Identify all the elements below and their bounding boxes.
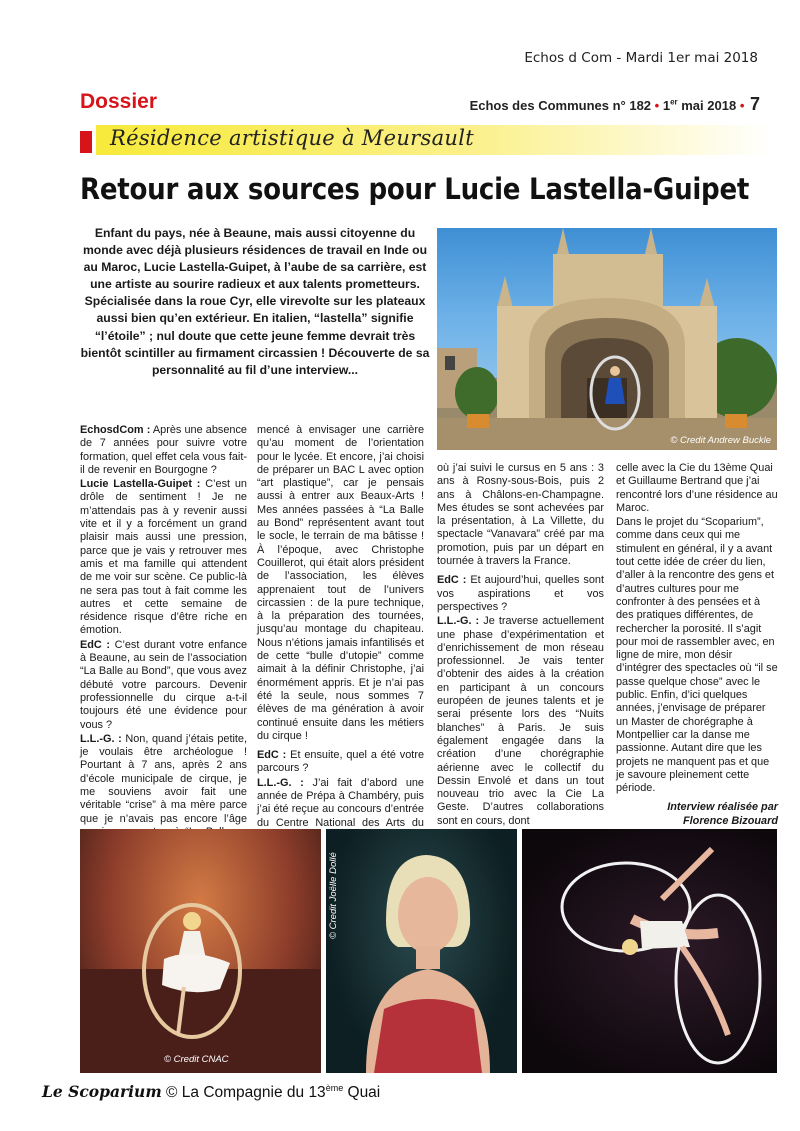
church-illustration: [437, 228, 777, 450]
footer-suffix: ème: [325, 1082, 344, 1093]
paragraph-text: J’ai fait d’abord une année de Prépa à Chambéry, puis j’ai été reçue au concours d’entrée du Centre National des Arts du: [257, 776, 424, 829]
paragraph-text: Je traverse actuellement une phase d’expérimentation et d’enrichissement de mon réseau professionnel. Je vais tenter d’obtenir des aides à la création en participant à un concours européen de jeunes talents et je serai présente lors des “Nuits blanches” à Paris. Je suis également engagée dans la création d’une chorégraphie aérienne avec le collectif du Dessin Envolé et dans un tout nouveau trio avec la Cie La Geste. D’autres collaborations sont en cours, dont: [437, 615, 604, 827]
column-4: [616, 462, 778, 828]
portrait-photo: [326, 829, 517, 1073]
issue-info: [470, 94, 760, 115]
speaker-label: Lucie Lastella-Guipet :: [80, 478, 201, 491]
speaker-label: L.L.-G. :: [257, 776, 304, 789]
paragraph: [80, 639, 247, 732]
speaker-label: L.L.-G. :: [437, 615, 480, 628]
cyr-wheel-photo: [80, 829, 321, 1073]
footer-end: Quai: [343, 1084, 381, 1101]
speaker-label: EdC :: [437, 574, 467, 587]
paragraph-text: Dans le projet du “Scoparium”, comme dans ceux qui me stimulent en général, il y a avant tout cette idée de créer du lien, d’aller à la rencontre des gens et d’autres cultures pour me confronter à des pensées et à des pratiques différentes, de rechercher la porosité. Il s’agit pour moi de rassembler avec, en ligne de mire, mon désir d’intégrer des spectacles où “il se passe quelque chose” avec le public. Enfin, d’ici quelques années, j’envisage de préparer un Master de chorégraphe à Montpellier car la danse me passionne. Autant dire que les projets ne manquent pas et que je savoure pleinement cette période.: [616, 516, 778, 795]
paragraph: [257, 424, 424, 743]
section-label: Dossier: [80, 90, 158, 113]
paragraph-text: Non, quand j’étais petite, je voulais être archéologue ! Pourtant à 7 ans, après 2 ans d’école municipale de cirque, je me souviens avoir fait une véritable “crise” à ma mère parce que je n’avais pas encore l’âge: [80, 732, 247, 825]
speaker-label: L.L.-G. :: [80, 732, 122, 745]
speaker-label: EdC :: [257, 749, 287, 762]
page-number: 7: [749, 94, 760, 114]
column-2: [257, 424, 424, 844]
paragraph-text: Et ensuite, quel a été votre parcours ?: [257, 749, 424, 775]
paragraph: [616, 516, 778, 795]
page-footer: [42, 1082, 380, 1102]
church-photo: [437, 228, 777, 450]
paragraph-text: C’est un drôle de sentiment ! Je ne m’attendais pas à y revenir aussi vite et il y a forcément un grand plaisir mais aussi une pression, parce que je vais y retrouver mes amis et ma famille qui attendent de me voir sur scène. Ce public-là ne sera pas tout à fait comme les autres et cette semaine de résidence risque d’être riche en émotion.: [80, 478, 247, 637]
separator-dot: •: [739, 98, 748, 113]
paragraph-text: mencé à envisager une carrière qu’au moment de l’orientation pour le lycée. Et encore, j’ai choisi de préparer un BAC L avec option “art plastique”, car je pensais aussi à entrer aux Beaux-Arts ! Mes années passées à “La Balle au Bond” représentent avant tout le socle, le terrain de ma bâtisse ! À l’époque, avec Christophe Couillerot, qui était alors président de l’association, les élèves apprenaient tout de l’univers circassien : de la pure technique, à la préparation des tournées, jusqu’au montage du chapiteau. Nous n’étions jamais infantilisés et de cette “bulle d’utopie” comme aimait à la définir Christophe, j’ai énormément appris. Et je n’ai pas été la seule, nous sommes 7 élèves de ma génération à avoir continué ensuite dans les métiers du cirque !: [257, 424, 424, 742]
paragraph: [437, 462, 604, 568]
paragraph-text: Après une absence de 7 années pour suivre votre formation, quel effet cela vous fait-il de revenir en Bourgogne ?: [80, 424, 247, 476]
cyr-wheel-illustration: [80, 829, 321, 1073]
article-headline: Retour aux sources pour Lucie Lastella-Guipet: [80, 172, 750, 206]
footer-brand: Le Scoparium: [42, 1082, 162, 1101]
speaker-label: EdC :: [80, 638, 110, 651]
portrait-illustration: [326, 829, 517, 1073]
paragraph-text: où j’ai suivi le cursus en 5 ans : 3 ans à Rosny-sous-Bois, puis 2 ans à Châlons-en-Champagne. Mes études se sont achevées par la présentation, à La Villette, du spectacle “Vanavara” créé par ma promotion, puis par un départ en tournée à travers la France.: [437, 462, 604, 568]
paragraph-text: C’est durant votre enfance à Beaune, au sein de l’association “La Balle au Bond”, que vous avez débuté votre parcours. Devenir professionnelle du cirque a-t-il toujours été une évidence pour vous ?: [80, 638, 247, 731]
paragraph: [437, 615, 604, 828]
photo-credit: © Credit Andrew Buckle: [670, 435, 771, 446]
issue-day: 1: [662, 98, 671, 113]
page-header-date: Echos d Com - Mardi 1er mai 2018: [524, 50, 758, 66]
interview-credit-line: Interview réalisée par: [667, 801, 778, 814]
photo-credit: © Credit CNAC: [164, 1054, 229, 1065]
paragraph: [257, 749, 424, 776]
photo-credit: © Credit Joëlle Dollé: [328, 852, 339, 939]
paragraph: [616, 462, 778, 515]
issue-day-suffix: er: [670, 97, 678, 107]
separator-dot: •: [654, 98, 663, 113]
aerial-hoop-photo: [522, 829, 777, 1073]
aerial-hoop-illustration: [522, 829, 777, 1073]
speaker-label: EchosdCom :: [80, 424, 151, 436]
issue-month-year: mai 2018: [677, 98, 737, 113]
banner-accent-bar: [80, 131, 92, 153]
interview-author: Florence Bizouard: [682, 814, 778, 827]
article-intro: Enfant du pays, née à Beaune, mais aussi citoyenne du monde avec déjà plusieurs résidences de travail en Inde ou au Maroc, Lucie Lastella-Guipet, à l’aube de sa carrière, est une artiste au sourire radieux et aux talents prometteurs. Spécialisée dans la roue Cyr, elle virevolte sur les plateaux aussi bien qu’en extérieur. En italien, “lastella” signifie “l’étoile” ; nul doute que cette jeune femme devrait très bientôt scintiller au firmament circassien ! Découverte de sa personnalité au fil d’une interview...: [80, 226, 430, 377]
paragraph: [80, 478, 247, 638]
paragraph-text: Et aujourd’hui, quelles sont vos aspirations et vos perspectives ?: [437, 574, 604, 613]
column-1: [80, 424, 247, 854]
paragraph-text: celle avec la Cie du 13ème Quai et Guillaume Bertrand que j’ai rencontré lors d’une résidence au Maroc.: [616, 462, 778, 514]
paragraph: [437, 574, 604, 614]
section-banner: [80, 125, 774, 155]
banner-title: Résidence artistique à Meursault: [110, 126, 474, 150]
column-3: [437, 462, 604, 829]
interview-credit: [616, 801, 778, 828]
paragraph: [80, 424, 247, 477]
footer-copyright: © La Compagnie du 13: [161, 1084, 326, 1101]
issue-publication: Echos des Communes n° 182: [469, 98, 652, 113]
